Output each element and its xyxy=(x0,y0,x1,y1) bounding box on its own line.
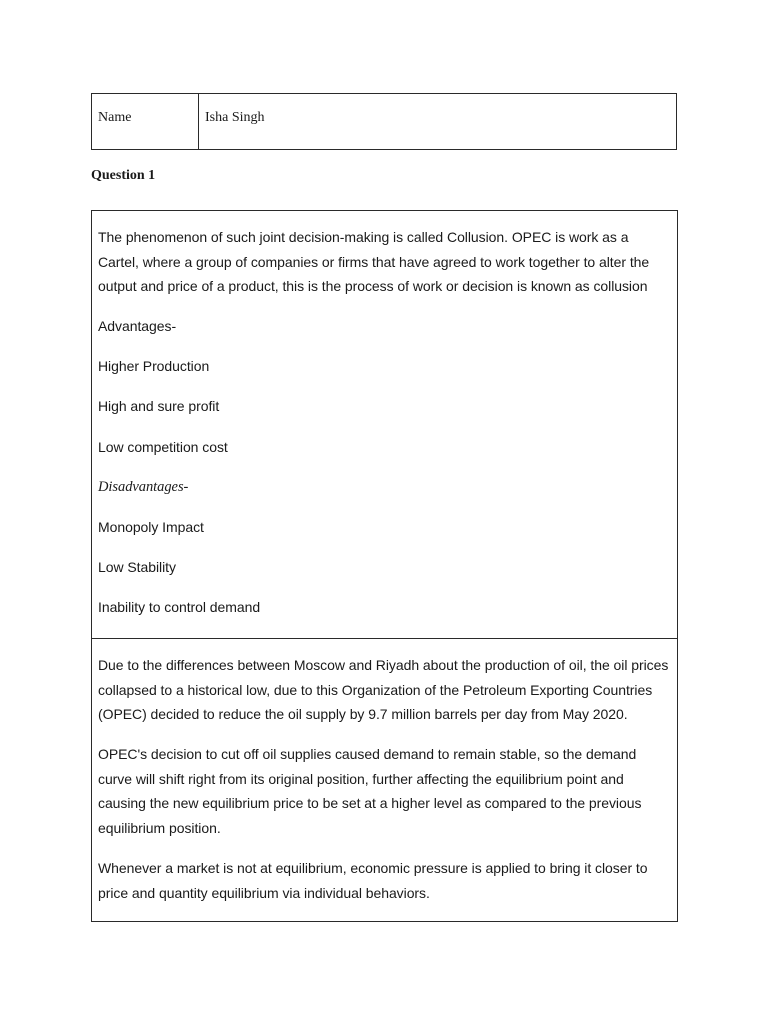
question-title: Question 1 xyxy=(91,168,156,183)
name-value: Isha Singh xyxy=(205,110,265,125)
disadvantage-item: Monopoly Impact xyxy=(98,518,204,535)
disadvantage-item: Low Stability xyxy=(98,558,176,575)
opec-paragraph: Whenever a market is not at equilibrium, economic pressure is applied to bring it closer to price and quantity equilibrium via individual behaviors. xyxy=(98,860,648,901)
advantages-heading: Advantages- xyxy=(98,318,177,335)
disadvantages-heading: Disadvantages- xyxy=(98,478,189,495)
name-label: Name xyxy=(92,94,199,149)
opec-paragraph: Due to the differences between Moscow and Riyadh about the production of oil, the oil prices collapsed to a historical low, due to this Organization of the Petroleum Exporting Countries (OPEC) decided to reduce the oil supply by 9.7 million barrels per day from May 2020. xyxy=(98,657,669,723)
answer-cell-opec xyxy=(92,639,677,905)
answer-cell-collusion xyxy=(92,211,677,639)
answer-table xyxy=(91,210,678,922)
collusion-intro: The phenomenon of such joint decision-making is called Collusion. OPEC is work as a Cartel, where a group of companies or firms that have agreed to work together to alter the output and price of a product, this is the process of work or decision is known as collusion xyxy=(98,229,650,295)
disadvantage-item: Inability to control demand xyxy=(98,598,261,615)
advantage-item: Low competition cost xyxy=(98,438,228,455)
advantage-item: High and sure profit xyxy=(98,398,220,415)
advantage-item: Higher Production xyxy=(98,358,210,375)
opec-paragraph: OPEC's decision to cut off oil supplies caused demand to remain stable, so the demand curve will shift right from its original position, further affecting the equilibrium point and causing the new equilibrium price to be set at a higher level as compared to the previous equilibrium position. xyxy=(98,746,642,837)
name-table xyxy=(91,93,677,150)
